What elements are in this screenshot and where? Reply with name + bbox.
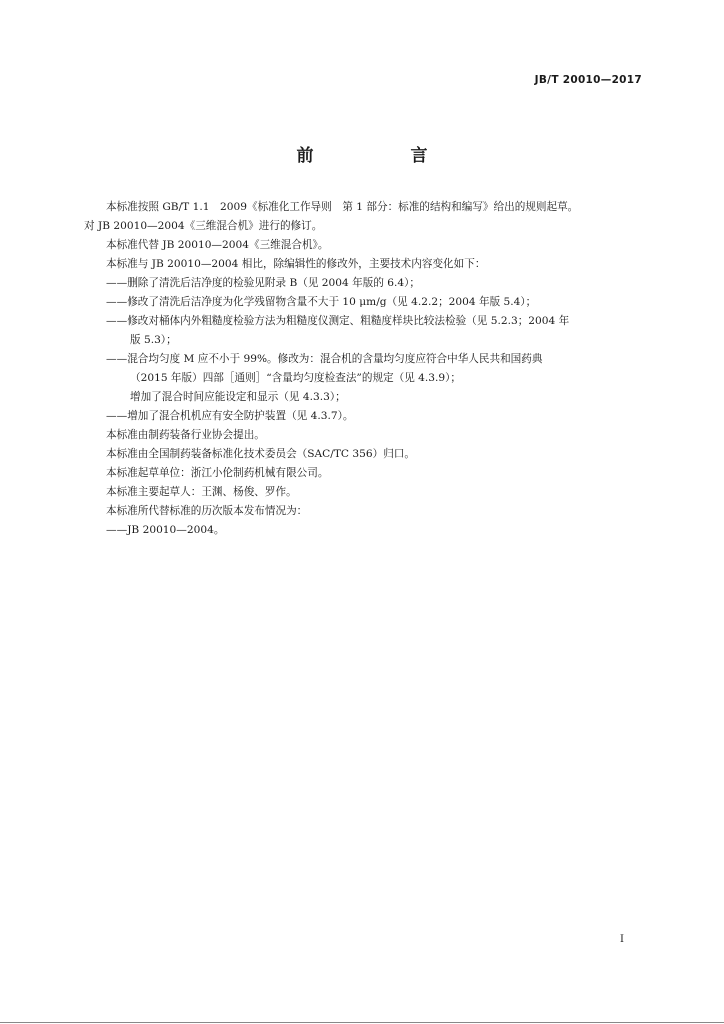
- list-item: ——修改了清洗后洁净度为化学残留物含量不大于 10 μm/g（见 4.2.2；2004 年版 5.4）；: [106, 296, 537, 308]
- paragraph-drafting-unit: 本标准起草单位：浙江小伦制药机械有限公司。: [106, 467, 329, 479]
- list-item: ——增加了混合机机应有安全防护装置（见 4.3.7）。: [106, 410, 354, 422]
- paragraph-proposer: 本标准由制药装备行业协会提出。: [106, 429, 265, 441]
- page-title: 前 言: [296, 146, 468, 166]
- list-item-continuation: 增加了混合时间应能设定和显示（见 4.3.3）；: [130, 391, 346, 403]
- paragraph-changes-intro: 本标准与 JB 20010—2004 相比，除编辑性的修改外，主要技术内容变化如下：: [106, 258, 486, 270]
- list-item: ——修改对桶体内外粗糙度检验方法为粗糙度仪测定、粗糙度样块比较法检验（见 5.2.3；2004 年: [106, 315, 570, 327]
- paragraph-drafting-rules: 本标准按照 GB/T 1.1 2009《标准化工作导则 第 1 部分：标准的结构和编写》给出的规则起草。: [106, 201, 579, 213]
- foreword-body: [84, 198, 644, 540]
- page-bottom-divider: [0, 1022, 724, 1023]
- paragraph-replaces: 本标准代替 JB 20010—2004《三维混合机》。: [106, 239, 329, 251]
- paragraph-history-intro: 本标准所代替标准的历次版本发布情况为：: [106, 505, 308, 517]
- page-number: I: [620, 934, 624, 945]
- list-item: ——JB 20010—2004。: [106, 524, 225, 536]
- paragraph-drafters: 本标准主要起草人：王渊、杨俊、罗作。: [106, 486, 297, 498]
- list-item-continuation: （2015 年版）四部［通则］“含量均匀度检查法”的规定（见 4.3.9）；: [130, 372, 462, 384]
- paragraph-revision-note: 对 JB 20010—2004《三维混合机》进行的修订。: [84, 220, 323, 232]
- standard-number: JB/T 20010—2017: [534, 74, 642, 86]
- list-item: ——混合均匀度 M 应不小于 99%。修改为：混合机的含量均匀度应符合中华人民共和国药典: [106, 353, 543, 365]
- list-item-continuation: 版 5.3）；: [130, 334, 177, 346]
- list-item: ——删除了清洗后洁净度的检验见附录 B（见 2004 年版的 6.4）；: [106, 277, 421, 289]
- paragraph-committee: 本标准由全国制药装备标准化技术委员会（SAC/TC 356）归口。: [106, 448, 415, 460]
